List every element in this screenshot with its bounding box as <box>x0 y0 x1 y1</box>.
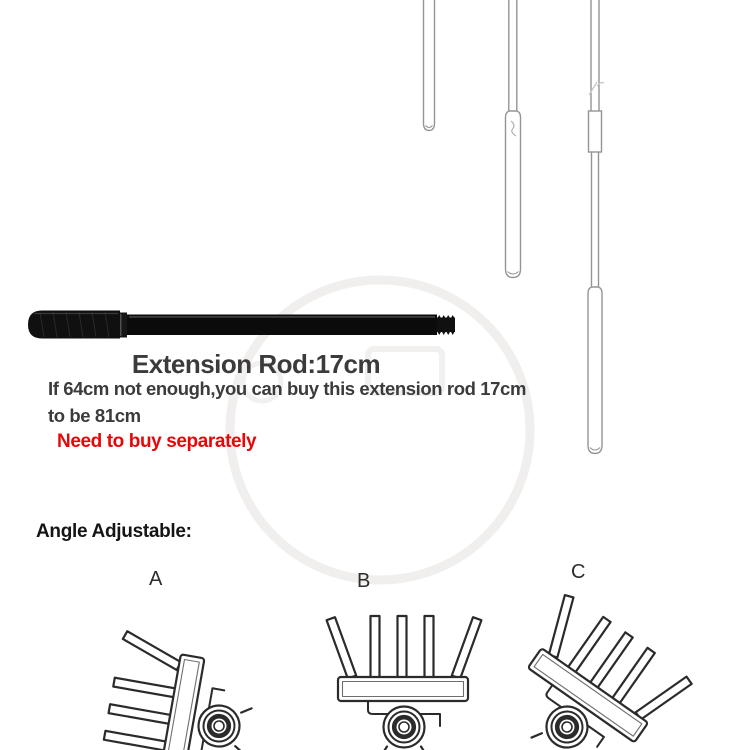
variant-label-a: A <box>149 568 163 590</box>
extension-description-line2: to be 81cm <box>48 405 141 426</box>
angle-head-a-icon <box>96 631 261 750</box>
angle-adjustable-heading: Angle Adjustable: <box>36 521 192 542</box>
variant-label-c: C <box>571 561 586 583</box>
angle-head-c-icon <box>487 592 694 750</box>
extension-rod-title: Extension Rod:17cm <box>131 349 381 379</box>
extension-description-line1: If 64cm not enough,you can buy this extension rod 17cm <box>48 378 526 399</box>
variant-label-b: B <box>357 570 371 592</box>
buy-separately-note: Need to buy separately <box>57 431 257 452</box>
angle-head-b-icon <box>327 616 482 750</box>
rod-sketch-short-icon <box>424 0 435 131</box>
rod-sketch-with-handle-icon <box>506 0 521 278</box>
extension-rod-photo <box>28 311 455 339</box>
rod-sketch-extended-icon <box>588 0 604 454</box>
